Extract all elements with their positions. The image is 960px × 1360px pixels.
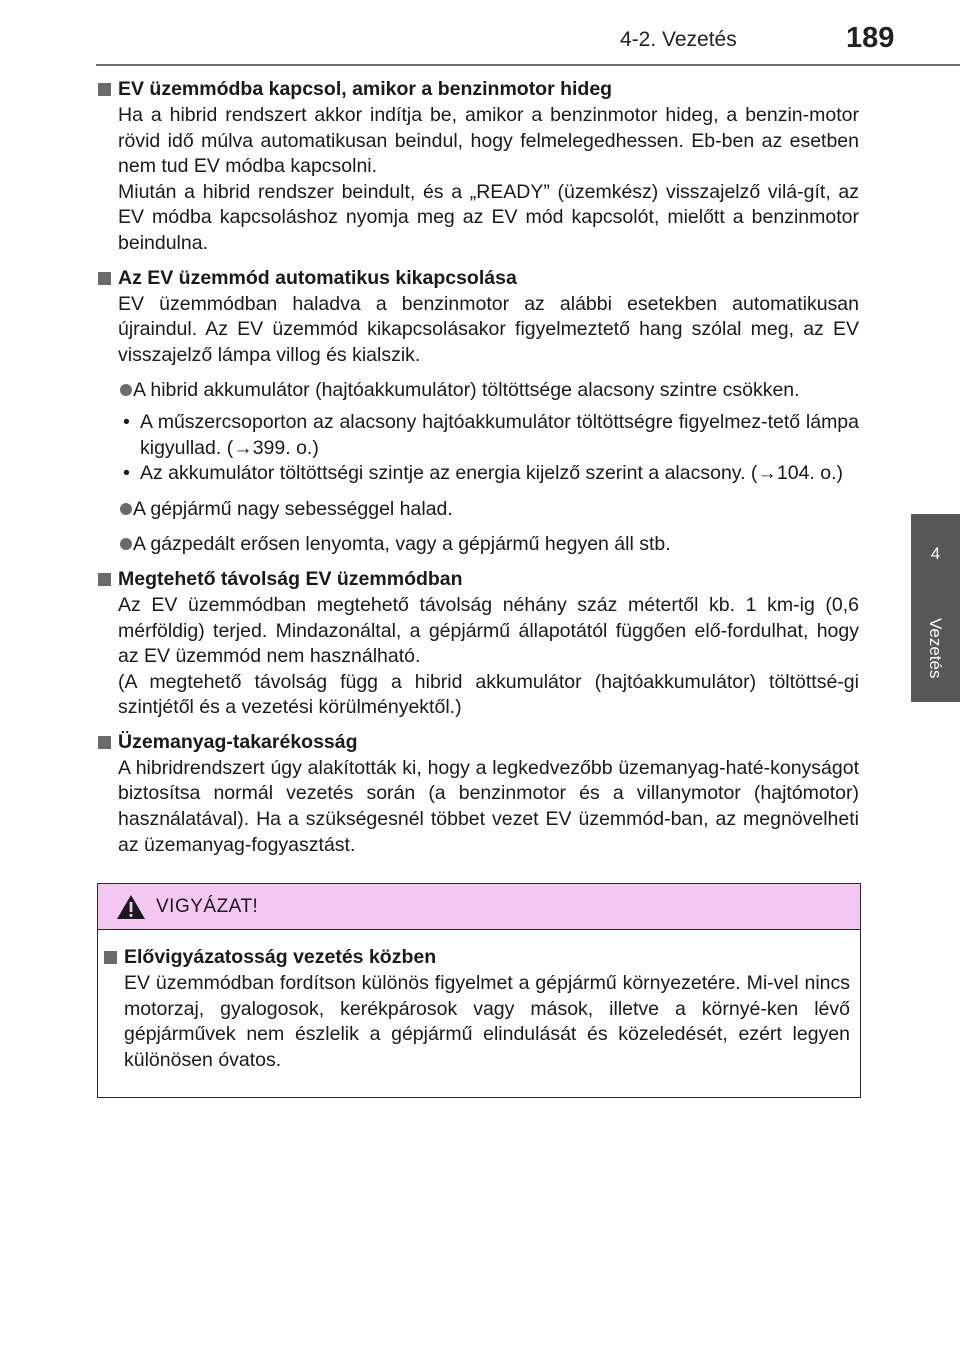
page-content bbox=[97, 76, 859, 864]
round-bullet-icon bbox=[120, 384, 132, 396]
section-title: Megtehető távolság EV üzemmódban bbox=[118, 567, 463, 590]
list-item-text: A gázpedált erősen lenyomta, vagy a gépjármű hegyen áll stb. bbox=[133, 533, 671, 556]
warning-triangle-icon bbox=[116, 894, 146, 925]
small-bullet-icon: • bbox=[123, 462, 130, 485]
header-section-title: 4-2. Vezetés bbox=[620, 28, 737, 51]
round-bullet-icon bbox=[120, 503, 132, 515]
warning-body bbox=[98, 930, 860, 1073]
chapter-side-tab[interactable] bbox=[911, 514, 960, 702]
list-item bbox=[97, 497, 859, 523]
paragraph: Miután a hibrid rendszer beindult, és a „READY” (üzemkész) visszajelző vilá-gít, az EV módba kapcsoláshoz nyomja meg az EV mód kapcsolót, mielőtt a benzinmotor beindulna. bbox=[118, 180, 859, 254]
sub-list-item-text: Az akkumulátor töltöttségi szintje az energia kijelző szerint a alacsony. (→104. o.) bbox=[140, 462, 844, 485]
section-body bbox=[97, 103, 859, 257]
section-ev-cold-engine bbox=[97, 76, 859, 257]
section-heading bbox=[97, 265, 859, 292]
list-item-text: A hibrid akkumulátor (hajtóakkumulátor) töltöttsége alacsony szintre csökken. bbox=[133, 379, 800, 402]
list-item bbox=[97, 532, 859, 558]
warning-text: EV üzemmódban fordítson különös figyelmet a gépjármű környezetére. Mi-vel nincs motorzaj, gyalogosok, kerékpárosok vagy mások, illetve a környé-ken lévő gépjárművek nem észlelik a gépjármű elindulását és közeledését, ezért legyen különösen óvatos. bbox=[124, 972, 850, 1071]
square-bullet-icon bbox=[98, 83, 111, 96]
section-body bbox=[97, 593, 859, 721]
section-heading bbox=[97, 76, 859, 103]
section-title: Üzemanyag-takarékosság bbox=[118, 730, 358, 753]
small-bullet-icon: • bbox=[123, 410, 130, 433]
section-body bbox=[97, 756, 859, 858]
section-ev-auto-off bbox=[97, 265, 859, 558]
warning-label: VIGYÁZAT! bbox=[156, 896, 259, 917]
paragraph: (A megtehető távolság függ a hibrid akkumulátor (hajtóakkumulátor) töltöttsé-gi szintjétől és a vezetési körülményektől.) bbox=[118, 670, 859, 719]
warning-title: Elővigyázatosság vezetés közben bbox=[124, 946, 437, 968]
paragraph: Ha a hibrid rendszert akkor indítja be, amikor a benzinmotor hideg, a benzin-motor rövid idő múlva automatikusan beindul, hogy felmelegedhessen. Eb-ben az esetben nem tud EV módba kapcsolni. bbox=[118, 104, 859, 178]
square-bullet-icon bbox=[98, 573, 111, 586]
paragraph: A hibridrendszert úgy alakították ki, hogy a legkedvezőbb üzemanyag-haté-konyságot biztosítsa normál vezetés során (a benzinmotor és a villanymotor (hajtómotor) használatával). Ha a szükségesnél többet vezet EV üzemmód-ban, az megnövelheti az üzemanyag-fogyasztást. bbox=[118, 756, 859, 856]
section-body bbox=[97, 292, 859, 369]
square-bullet-icon bbox=[104, 951, 117, 964]
list-item bbox=[97, 378, 859, 404]
warning-box bbox=[97, 883, 861, 1098]
section-heading bbox=[97, 566, 859, 593]
section-ev-range bbox=[97, 566, 859, 721]
section-title: EV üzemmódba kapcsol, amikor a benzinmotor hideg bbox=[118, 78, 613, 100]
chapter-number: 4 bbox=[930, 544, 941, 563]
round-bullet-icon bbox=[120, 538, 132, 550]
sub-list-item bbox=[97, 410, 859, 461]
paragraph: EV üzemmódban haladva a benzinmotor az alábbi esetekben automatikusan újraindul. Az EV üzemmód kikapcsolásakor figyelmeztető hang szólal meg, az EV visszajelző lámpa villog és kialszik. bbox=[118, 292, 859, 366]
square-bullet-icon bbox=[98, 272, 111, 285]
warning-header bbox=[98, 884, 860, 930]
page-number: 189 bbox=[846, 22, 895, 54]
header-rule bbox=[96, 64, 960, 66]
warning-heading bbox=[103, 944, 850, 971]
list-item-text: A gépjármű nagy sebességgel halad. bbox=[133, 497, 453, 520]
paragraph: Az EV üzemmódban megtehető távolság néhány száz métertől kb. 1 km-ig (0,6 mérföldig) terjed. Mindazonáltal, a gépjármű állapotától függően elő-fordulhat, hogy az EV üzemmód nem használható. bbox=[118, 593, 859, 668]
section-heading bbox=[97, 729, 859, 756]
square-bullet-icon bbox=[98, 736, 111, 749]
sub-list-item bbox=[97, 461, 859, 487]
sub-list-item-text: A műszercsoporton az alacsony hajtóakkumulátor töltöttségre figyelmez-tető lámpa kigyullad. (→399. o.) bbox=[140, 410, 859, 459]
section-title: Az EV üzemmód automatikus kikapcsolása bbox=[118, 266, 517, 289]
chapter-label: Vezetés bbox=[926, 618, 945, 679]
section-fuel-economy bbox=[97, 729, 859, 858]
